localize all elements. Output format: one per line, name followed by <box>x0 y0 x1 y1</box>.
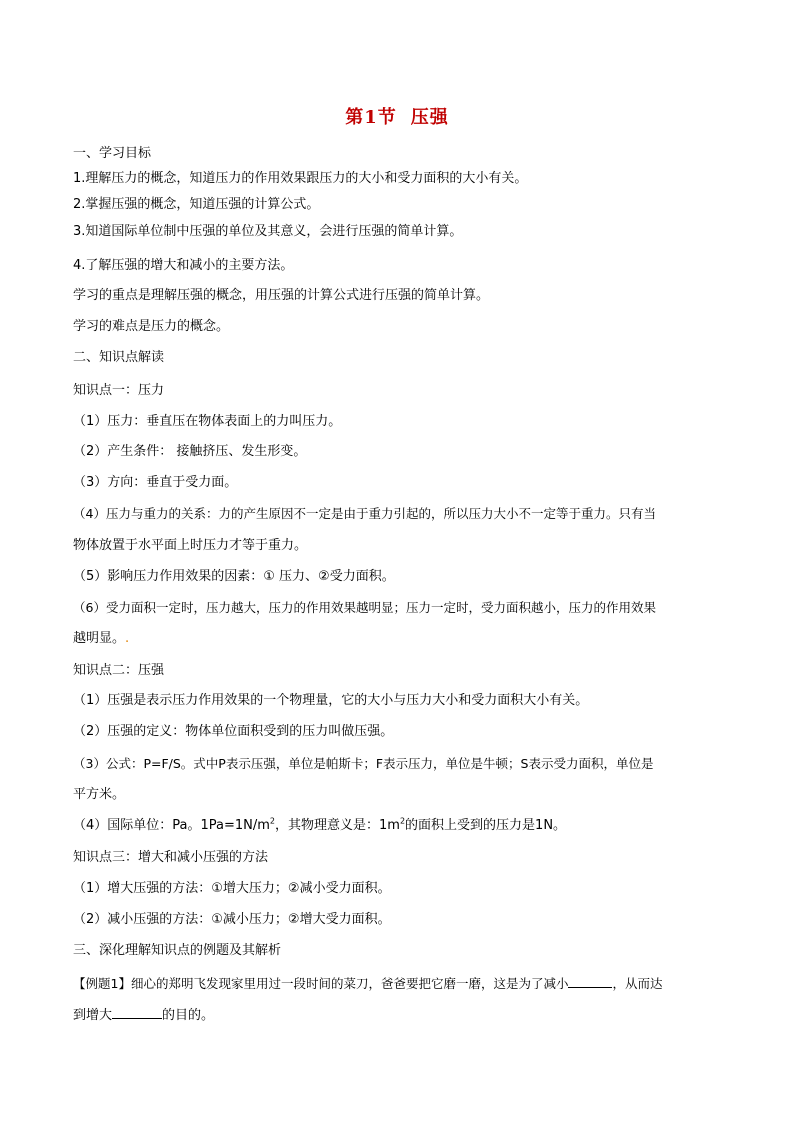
learning-difficulty: 学习的难点是压力的概念。 <box>73 319 230 334</box>
kp1-item-2: （2）产生条件： 接触挤压、发生形变。 <box>73 444 307 459</box>
example-1-text-b: ，从而达 <box>612 976 663 991</box>
example-1-text-d: 的目的。 <box>162 1008 215 1023</box>
section-number: 第1节 <box>345 107 397 128</box>
knowledge-point-2: 知识点二：压强 <box>73 663 165 678</box>
kp1-item-1: （1）压力：垂直压在物体表面上的力叫压力。 <box>73 414 342 429</box>
goal-3: 3.知道国际单位制中压强的单位及其意义，会进行压强的简单计算。 <box>73 224 463 239</box>
goal-2: 2.掌握压强的概念，知道压强的计算公式。 <box>73 197 320 212</box>
stray-dot: . <box>125 631 130 646</box>
goal-4: 4.了解压强的增大和减小的主要方法。 <box>73 258 294 273</box>
answer-blank-1[interactable] <box>568 975 612 988</box>
kp2-item-3-line2: 平方米。 <box>73 787 126 802</box>
superscript-2: 2 <box>269 816 276 826</box>
kp3-item-1: （1）增大压强的方法：①增大压力；②减小受力面积。 <box>73 881 391 896</box>
kp1-item-6-line2 <box>73 631 733 647</box>
kp1-item-4-line1: （4）压力与重力的关系：力的产生原因不一定是由于重力引起的，所以压力大小不一定等于重力。只有当 <box>73 506 656 521</box>
kp1-item-3: （3）方向：垂直于受力面。 <box>73 475 238 490</box>
heading-examples: 三、深化理解知识点的例题及其解析 <box>73 943 282 958</box>
kp1-item-4-line2: 物体放置于水平面上时压力才等于重力。 <box>73 538 308 553</box>
kp2-item-1: （1）压强是表示压力作用效果的一个物理量，它的大小与压力大小和受力面积大小有关。 <box>73 693 589 708</box>
kp1-item-6-line1: （6）受力面积一定时，压力越大，压力的作用效果越明显；压力一定时，受力面积越小，压力的作用效果 <box>73 600 656 615</box>
superscript-2b: 2 <box>399 816 406 826</box>
example-1-line1 <box>73 975 733 992</box>
kp2-item-4-mid: ，其物理意义是：1m <box>275 818 400 833</box>
kp2-item-3-line1: （3）公式：P=F/S。式中P表示压强，单位是帕斯卡；F表示压力，单位是牛顿；S表示受力面积，单位是 <box>73 756 654 771</box>
learning-focus: 学习的重点是理解压强的概念，用压强的计算公式进行压强的简单计算。 <box>73 288 490 303</box>
kp3-item-2: （2）减小压强的方法：①减小压力；②增大受力面积。 <box>73 912 391 927</box>
page-title <box>0 103 794 129</box>
kp1-item-6-text: 越明显。 <box>73 631 126 646</box>
knowledge-point-3: 知识点三：增大和减小压强的方法 <box>73 850 269 865</box>
example-1-line2 <box>73 1006 733 1024</box>
kp1-item-5: （5）影响压力作用效果的因素：① 压力、②受力面积。 <box>73 569 395 584</box>
kp2-item-2: （2）压强的定义：物体单位面积受到的压力叫做压强。 <box>73 724 394 739</box>
example-1-text-a: 【例题1】细心的郑明飞发现家里用过一段时间的菜刀，爸爸要把它磨一磨，这是为了减小 <box>73 976 569 991</box>
kp2-item-4-pre: （4）国际单位：Pa。1Pa=1N/m <box>73 818 270 833</box>
kp2-item-4-post: 的面积上受到的压力是1N。 <box>405 818 567 833</box>
answer-blank-2[interactable] <box>112 1006 162 1019</box>
kp2-item-4 <box>73 818 733 834</box>
example-1-text-c: 到增大 <box>73 1008 113 1023</box>
goal-1: 1.理解压力的概念，知道压力的作用效果跟压力的大小和受力面积的大小有关。 <box>73 171 528 186</box>
heading-knowledge: 二、知识点解读 <box>73 350 165 365</box>
knowledge-point-1: 知识点一：压力 <box>73 383 165 398</box>
section-topic: 压强 <box>410 107 449 128</box>
heading-learning-goals: 一、学习目标 <box>73 146 152 161</box>
